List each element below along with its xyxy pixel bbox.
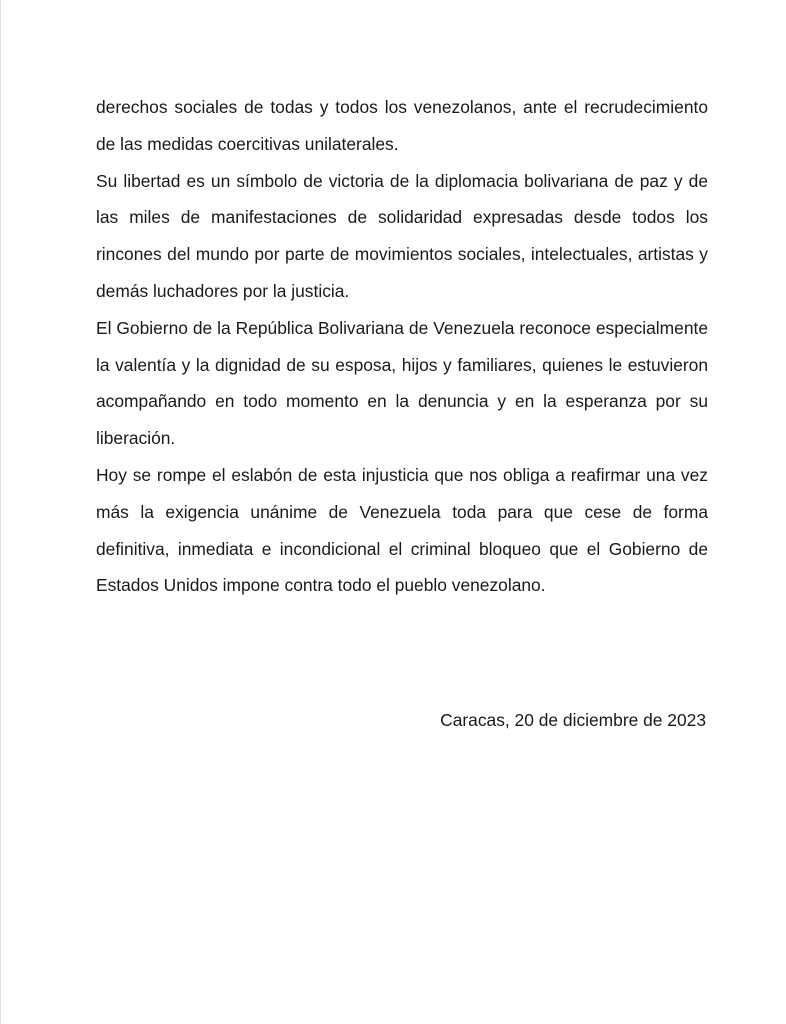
paragraph-3: El Gobierno de la República Bolivariana de Venezuela reconoce especialmente la valentía y la dignidad de su esposa, hijos y familiares, quienes le estuvieron acompañando en todo momento en la denuncia y en la esperanza por su liberación. xyxy=(96,317,708,449)
paragraph-2: Su libertad es un símbolo de victoria de la diplomacia bolivariana de paz y de las miles de manifestaciones de solidaridad expresadas desde todos los rincones del mundo por parte de movimientos sociales, intelectuales, artistas y demás luchadores por la justicia. xyxy=(96,170,708,301)
document-body xyxy=(96,89,708,604)
paragraph-1: derechos sociales de todas y todos los venezolanos, ante el recrudecimiento de las medidas coercitivas unilaterales. xyxy=(96,97,708,154)
closing-date-line: Caracas, 20 de diciembre de 2023 xyxy=(440,710,706,730)
paragraph-4: Hoy se rompe el eslabón de esta injusticia que nos obliga a reafirmar una vez más la exigencia unánime de Venezuela toda para que cese de forma definitiva, inmediata e incondicional el criminal bloqueo que el Gobierno de Estados Unidos impone contra todo el pueblo venezolano. xyxy=(96,464,708,596)
